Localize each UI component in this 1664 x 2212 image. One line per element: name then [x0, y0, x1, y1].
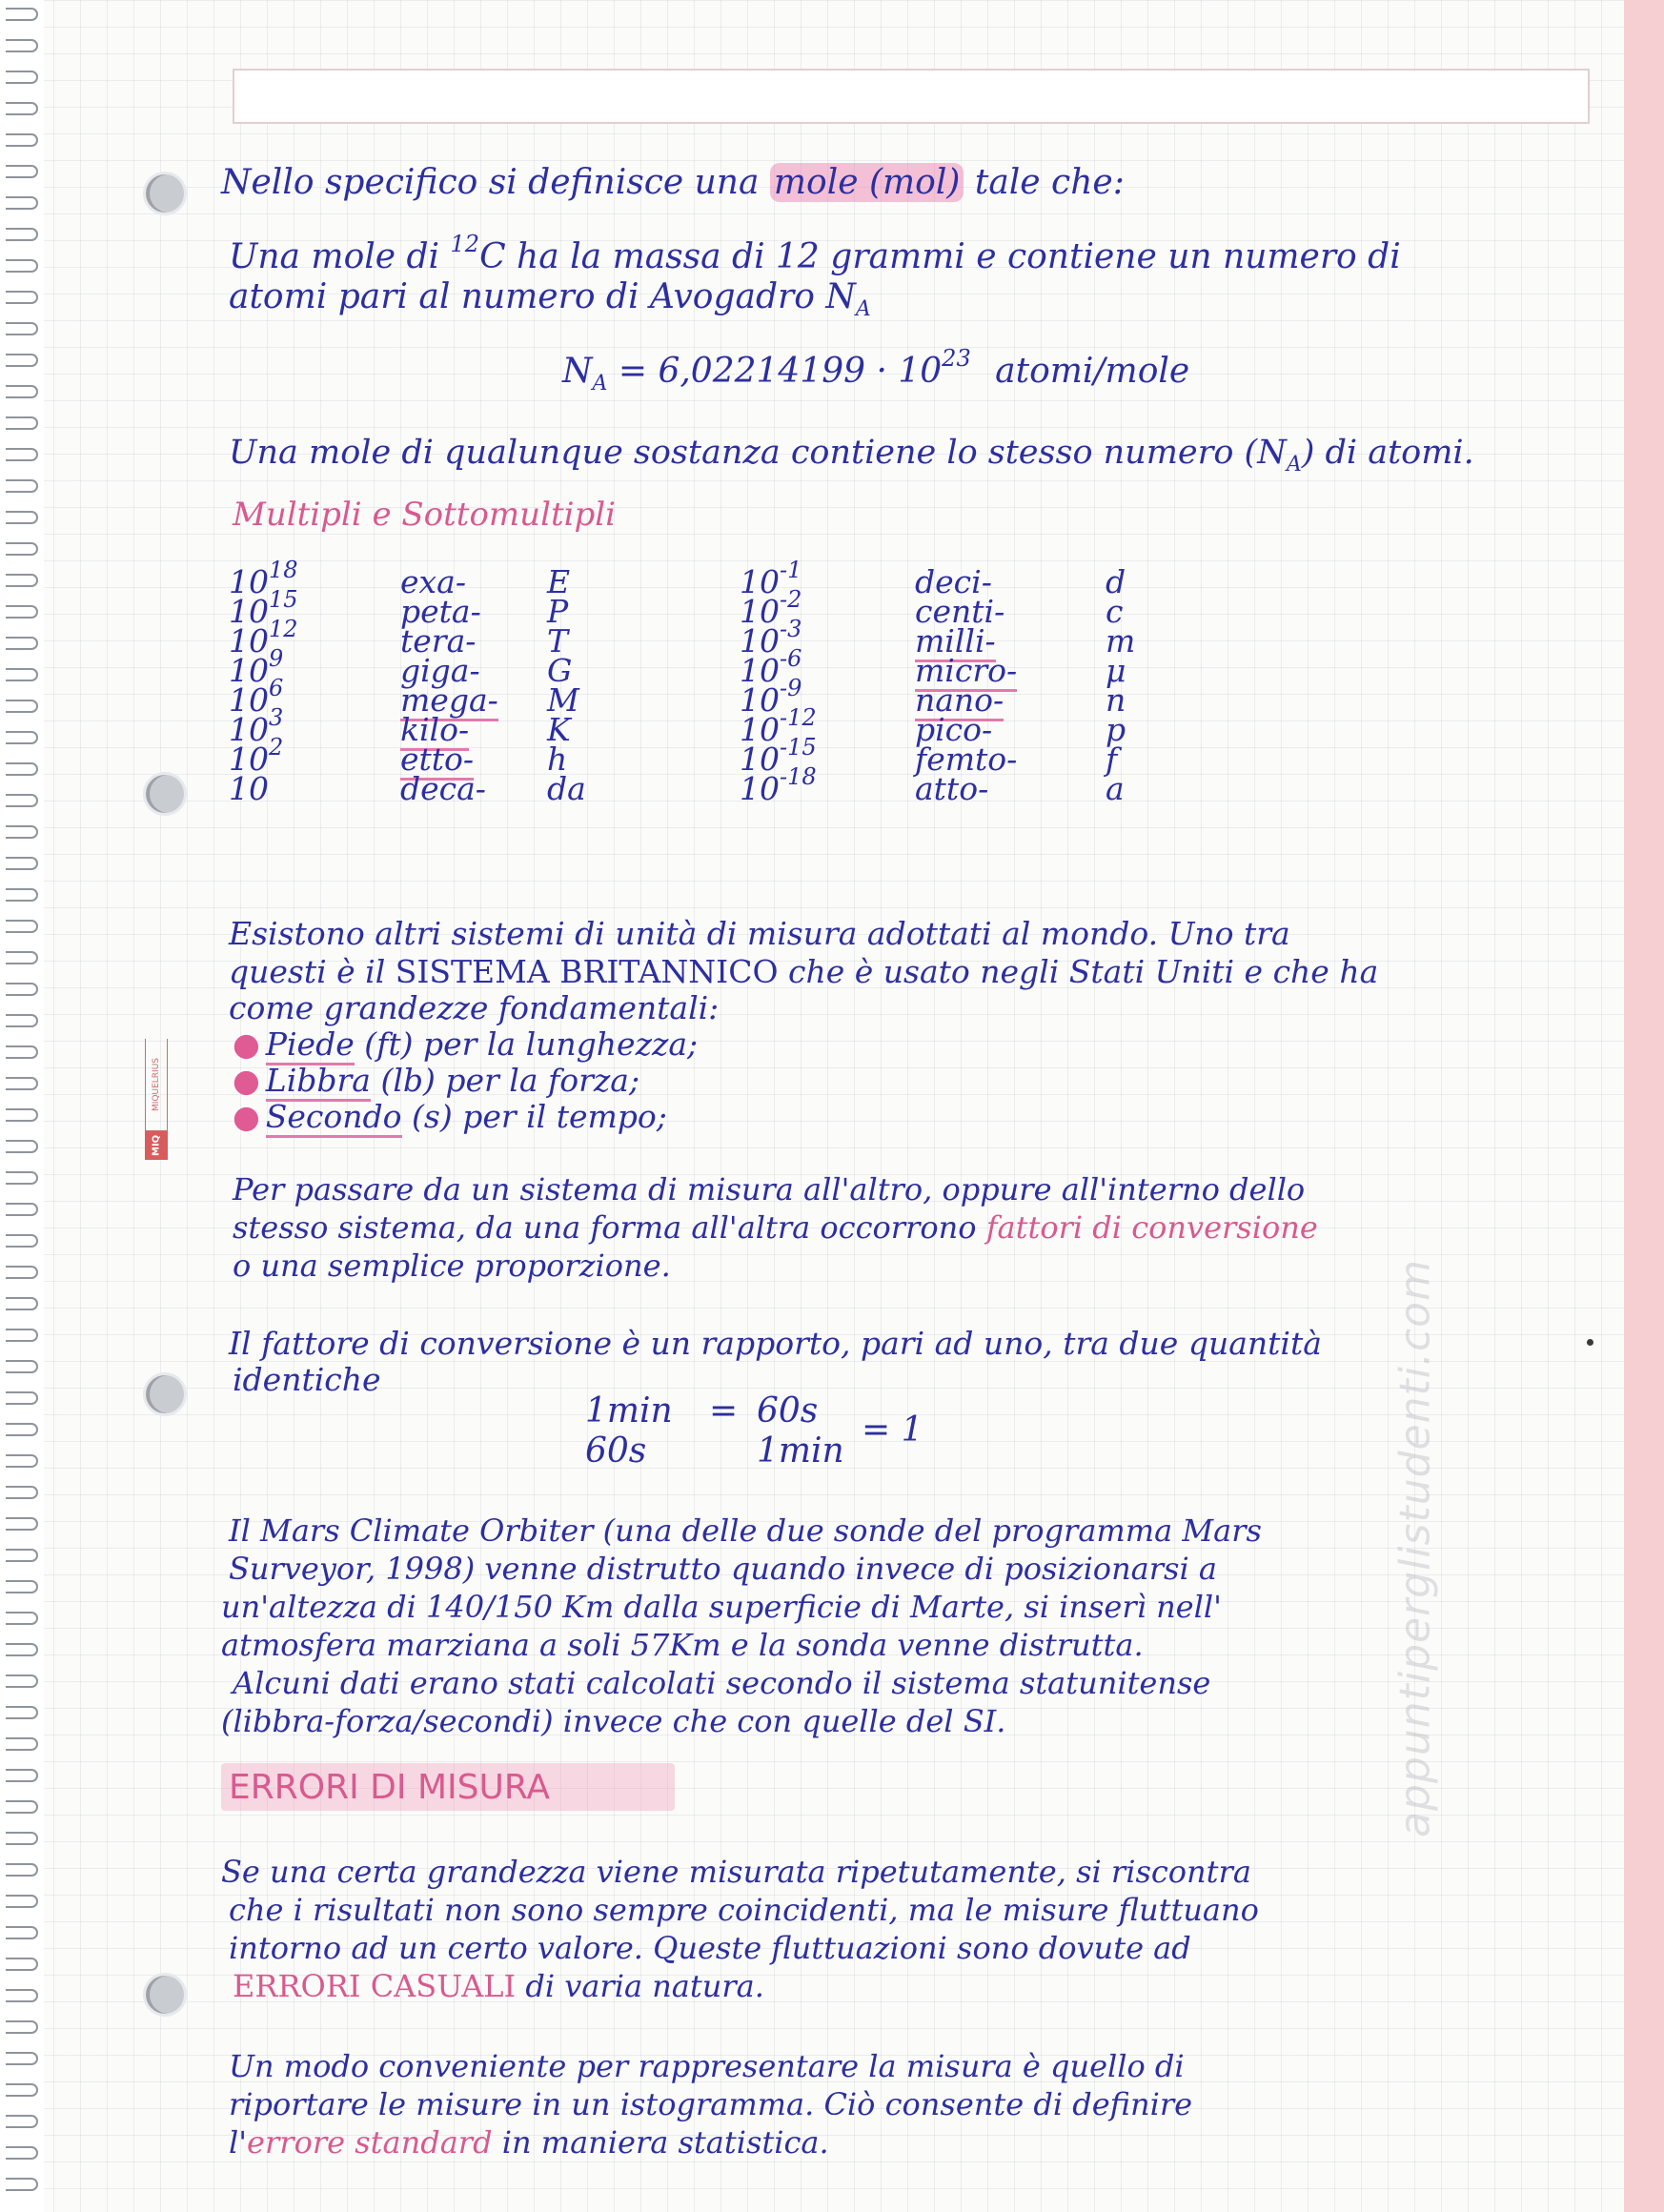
- spiral-coil: [6, 1737, 38, 1751]
- text: errore standard: [247, 2124, 493, 2161]
- prefix-symbol: h: [547, 741, 568, 778]
- text: = 1: [862, 1410, 923, 1450]
- binder-hole: [143, 772, 187, 816]
- prefix-symbol: m: [1106, 622, 1136, 660]
- text: 60s: [757, 1391, 819, 1431]
- mars-line-6: (libbra-forza/secondi) invece che con quelle del SI.: [221, 1703, 1006, 1739]
- mars-line-1: Il Mars Climate Orbiter (una delle due sonde del programma Mars: [229, 1512, 1262, 1549]
- spiral-coil: [6, 1863, 38, 1877]
- prefix-symbol: μ: [1106, 652, 1126, 689]
- spiral-coil: [6, 605, 38, 619]
- brand-logo: MIQ: [145, 1131, 168, 1160]
- spiral-coil: [6, 8, 38, 21]
- mars-line-2: Surveyor, 1998) venne distrutto quando invece di posizionarsi a: [229, 1551, 1217, 1587]
- power-base: 10: [740, 563, 780, 600]
- factor-line-2: identiche: [233, 1361, 381, 1398]
- power-exponent: -6: [780, 645, 802, 672]
- spiral-coil: [6, 2115, 38, 2128]
- page-right-margin: [1624, 0, 1664, 2212]
- errors-title: ERRORI DI MISURA: [229, 1768, 551, 1807]
- prefix-symbols-left: [547, 563, 586, 807]
- prefix-table-right: [740, 557, 817, 807]
- text: (lb) per la forza;: [380, 1062, 640, 1099]
- errors-line-2: che i risultati non sono sempre coincidenti, ma le misure fluttuano: [229, 1892, 1259, 1928]
- histogram-line-3: [229, 2123, 829, 2161]
- spiral-coil: [6, 1549, 38, 1562]
- text: = 6,02214199 · 10: [618, 352, 943, 391]
- spiral-coil: [6, 2052, 38, 2065]
- power-base: 10: [229, 563, 269, 600]
- spiral-coil: [6, 1926, 38, 1939]
- prefix-name-text: femto-: [915, 741, 1018, 778]
- spiral-coil: [6, 1895, 38, 1908]
- prefix-name-text: pico-: [915, 711, 993, 748]
- prefix-names-left: [400, 563, 498, 807]
- spiral-coil: [6, 762, 38, 776]
- spiral-coil: [6, 165, 38, 178]
- subscript: A: [855, 297, 871, 322]
- power-exponent: -18: [780, 763, 817, 790]
- subscript: A: [1286, 453, 1302, 477]
- spiral-coil: [6, 668, 38, 681]
- histogram-line-2: riportare le misure in un istogramma. Ciò consente di definire: [229, 2086, 1193, 2122]
- power-exponent: 18: [269, 557, 298, 583]
- spiral-coil: [6, 2083, 38, 2097]
- prefix-symbol: c: [1106, 593, 1124, 630]
- spiral-coil: [6, 1832, 38, 1845]
- text: Secondo: [266, 1098, 402, 1138]
- spiral-coil: [6, 1234, 38, 1248]
- superscript: 12: [450, 231, 480, 257]
- prefix-symbol: M: [547, 681, 579, 719]
- spiral-coil: [6, 196, 38, 210]
- prefix-symbol: f: [1106, 741, 1118, 778]
- prefix-name-text: peta-: [400, 593, 481, 630]
- spiral-coil: [6, 1329, 38, 1342]
- subscript: A: [592, 372, 608, 396]
- spiral-coil: [6, 1612, 38, 1625]
- spiral-coil: [6, 1297, 38, 1310]
- bullet-item: [233, 1025, 698, 1064]
- text: N: [562, 352, 593, 391]
- prefix-symbol: d: [1106, 563, 1126, 600]
- spiral-coil: [6, 1958, 38, 1971]
- bullet-icon: ●: [233, 1062, 260, 1099]
- power-exponent: 15: [269, 586, 298, 613]
- power-exponent: 12: [269, 616, 298, 642]
- avogadro-formula: [562, 345, 1190, 403]
- errors-line-1: Se una certa grandezza viene misurata ripetutamente, si riscontra: [221, 1854, 1251, 1890]
- conversion-fraction: [585, 1391, 966, 1487]
- mole-carbon-line: [229, 231, 1401, 276]
- power-exponent: -15: [780, 734, 817, 761]
- power-base: 10: [740, 652, 780, 689]
- british-line-1: Esistono altri sistemi di unità di misura adottati al mondo. Uno tra: [229, 915, 1290, 952]
- prefix-name-text: tera-: [400, 622, 477, 660]
- prefix-name-text: kilo-: [400, 711, 469, 751]
- spiral-coil: [6, 228, 38, 241]
- spiral-coil: [6, 511, 38, 524]
- prefix-name-text: exa-: [400, 563, 466, 600]
- prefix-name-text: deci-: [915, 563, 992, 600]
- text: (ft) per la lunghezza;: [364, 1025, 699, 1063]
- power-base: 10: [229, 652, 269, 689]
- text: stesso sistema, da una forma all'altra occorrono: [233, 1209, 977, 1246]
- power-base: 10: [740, 711, 780, 748]
- text: C ha la massa di 12 grammi e contiene un numero di: [479, 237, 1401, 276]
- spiral-coil: [6, 1989, 38, 2002]
- spiral-coil: [6, 637, 38, 650]
- prefix-name-text: etto-: [400, 741, 474, 781]
- power-base: 10: [229, 770, 269, 807]
- spiral-coil: [6, 1486, 38, 1499]
- spiral-coil: [6, 888, 38, 902]
- spiral-coil: [6, 1266, 38, 1279]
- text: ERRORI CASUALI: [233, 1968, 517, 2004]
- mars-line-4: atmosfera marziana a soli 57Km e la sonda venne distrutta.: [221, 1627, 1144, 1663]
- spiral-coil: [6, 1077, 38, 1090]
- spiral-coil: [6, 322, 38, 335]
- binder-hole: [143, 172, 187, 215]
- text: atomi/mole: [995, 352, 1190, 391]
- histogram-line-1: Un modo conveniente per rappresentare la misura è quello di: [229, 2048, 1185, 2084]
- mars-line-3: un'altezza di 140/150 Km dalla superficie di Marte, si inserì nell': [221, 1589, 1222, 1625]
- prefix-symbol: n: [1106, 681, 1126, 719]
- spiral-coil: [6, 542, 38, 556]
- text: di varia natura.: [525, 1968, 764, 2004]
- spiral-coil: [6, 385, 38, 398]
- spiral-coil: [6, 479, 38, 493]
- brand-text: MIQUELRIUS: [145, 1039, 168, 1131]
- power-base: 10: [740, 593, 780, 630]
- watermark: appuntiperglistudenti.com: [1390, 1259, 1440, 1838]
- errors-line-4: [233, 1967, 764, 2005]
- text: atomi pari al numero di Avogadro N: [229, 277, 856, 316]
- text: 1min: [585, 1391, 673, 1431]
- text: questi è il: [229, 953, 386, 990]
- power-base: 10: [740, 770, 780, 807]
- binder-hole: [143, 1973, 187, 2017]
- mars-line-5: Alcuni dati erano stati calcolati secondo il sistema statunitense: [233, 1665, 1211, 1701]
- spiral-coil: [6, 1203, 38, 1216]
- spiral-coil: [6, 983, 38, 996]
- header-box: [233, 69, 1590, 124]
- binder-hole: [143, 1372, 187, 1416]
- prefix-name-text: atto-: [915, 770, 989, 807]
- multiples-title: Multipli e Sottomultipli: [233, 496, 616, 534]
- spiral-coil: [6, 2178, 38, 2191]
- spiral-coil: [6, 133, 38, 147]
- avogadro-line: [229, 278, 871, 329]
- power-exponent: 3: [269, 704, 284, 731]
- spiral-coil: [6, 354, 38, 367]
- prefix-symbol: T: [547, 622, 569, 660]
- conversion-line-3: o una semplice proporzione.: [233, 1248, 671, 1284]
- power-base: 10: [229, 622, 269, 660]
- prefix-symbol: G: [547, 652, 573, 689]
- power-exponent: -2: [780, 586, 802, 613]
- spiral-coil: [6, 1360, 38, 1373]
- prefix-symbol: p: [1106, 711, 1126, 748]
- mole-definition-line: [221, 164, 1125, 202]
- spiral-coil: [6, 1014, 38, 1027]
- prefix-name-text: centi-: [915, 593, 1005, 630]
- highlighted-term: mole (mol): [770, 163, 964, 202]
- conversion-line-2: [233, 1208, 1318, 1247]
- superscript: 23: [942, 345, 971, 372]
- text: =: [709, 1391, 739, 1431]
- prefix-symbol: E: [547, 563, 571, 600]
- spiral-coil: [6, 1140, 38, 1153]
- text: (s) per il tempo;: [412, 1098, 667, 1135]
- spiral-coil: [6, 1045, 38, 1059]
- spiral-coil: [6, 731, 38, 744]
- spiral-coil: [6, 1643, 38, 1656]
- text: SISTEMA BRITANNICO: [395, 953, 779, 990]
- text: 1min: [757, 1431, 844, 1471]
- text: Nello specifico si definisce una: [221, 163, 760, 202]
- spiral-coil: [6, 259, 38, 273]
- spiral-coil: [6, 1423, 38, 1436]
- spiral-coil: [6, 71, 38, 84]
- power-base: 10: [740, 622, 780, 660]
- spiral-coil: [6, 1706, 38, 1719]
- spiral-coil: [6, 1800, 38, 1814]
- british-line-3: come grandezze fondamentali:: [229, 989, 720, 1026]
- conversion-line-1: Per passare da un sistema di misura all'altro, oppure all'interno dello: [233, 1171, 1306, 1207]
- british-line-2: [229, 953, 1378, 991]
- ink-dot: [1587, 1339, 1593, 1346]
- bullet-item: [233, 1098, 667, 1136]
- spiral-coil: [6, 2020, 38, 2034]
- spiral-coil: [6, 1391, 38, 1405]
- spiral-coil: [6, 448, 38, 461]
- spiral-coil: [6, 2146, 38, 2160]
- text: 60s: [585, 1431, 647, 1471]
- spiral-coil: [6, 794, 38, 807]
- text: ) di atomi.: [1301, 434, 1474, 472]
- prefix-symbol: a: [1106, 770, 1125, 807]
- prefix-symbol: da: [547, 770, 586, 807]
- prefix-symbol: K: [547, 711, 571, 748]
- power-exponent: -1: [780, 557, 802, 583]
- power-exponent: 6: [269, 675, 284, 701]
- prefix-name-text: micro-: [915, 652, 1017, 692]
- prefix-name-text: nano-: [915, 681, 1004, 721]
- power-exponent: -3: [780, 616, 802, 642]
- text: Una mole di: [229, 237, 440, 276]
- prefix-name-text: milli-: [915, 622, 996, 662]
- bullet-icon: ●: [233, 1098, 260, 1135]
- spiral-coil: [6, 920, 38, 933]
- spiral-coil: [6, 1517, 38, 1531]
- spiral-coil: [6, 291, 38, 304]
- spiral-coil: [6, 857, 38, 870]
- spiral-binding: [0, 0, 44, 2212]
- spiral-coil: [6, 951, 38, 964]
- spiral-coil: [6, 1674, 38, 1688]
- power-base: 10: [740, 681, 780, 719]
- prefix-name: [400, 770, 498, 807]
- bullet-icon: ●: [233, 1025, 260, 1063]
- text: che è usato negli Stati Uniti e che ha: [788, 953, 1379, 990]
- power-base: 10: [740, 741, 780, 778]
- prefix-name-text: giga-: [400, 652, 480, 689]
- power-base: 10: [229, 711, 269, 748]
- prefix-symbol: P: [547, 593, 569, 630]
- bullet-item: [233, 1062, 639, 1100]
- brand-mark: [143, 1039, 170, 1163]
- spiral-coil: [6, 416, 38, 430]
- spiral-coil: [6, 700, 38, 713]
- spiral-coil: [6, 1454, 38, 1468]
- power-exponent: 9: [269, 645, 284, 672]
- prefix-table-left: [229, 557, 298, 807]
- power-base: 10: [229, 593, 269, 630]
- text: fattori di conversione: [985, 1209, 1318, 1246]
- spiral-coil: [6, 574, 38, 587]
- prefix-name-text: mega-: [400, 681, 498, 721]
- text: tale che:: [974, 163, 1125, 202]
- text: Libbra: [266, 1062, 371, 1102]
- power-exponent: -9: [780, 675, 802, 701]
- prefix-power: [740, 763, 817, 807]
- spiral-coil: [6, 1769, 38, 1782]
- spiral-coil: [6, 39, 38, 52]
- power-base: 10: [229, 741, 269, 778]
- text: Piede: [266, 1025, 355, 1065]
- power-base: 10: [229, 681, 269, 719]
- spiral-coil: [6, 1580, 38, 1593]
- text: Una mole di qualunque sostanza contiene lo stesso numero (N: [229, 434, 1287, 472]
- prefix-names-right: [915, 563, 1018, 807]
- errors-line-3: intorno ad un certo valore. Queste fluttuazioni sono dovute ad: [229, 1930, 1191, 1966]
- text: in maniera statistica.: [501, 2124, 829, 2161]
- spiral-coil: [6, 1171, 38, 1185]
- power-exponent: -12: [780, 704, 817, 731]
- spiral-coil: [6, 1108, 38, 1122]
- factor-line-1: Il fattore di conversione è un rapporto, pari ad uno, tra due quantità: [229, 1325, 1322, 1362]
- prefix-name-text: deca-: [400, 770, 486, 807]
- spiral-coil: [6, 102, 38, 115]
- spiral-coil: [6, 825, 38, 839]
- prefix-symbols-right: [1106, 563, 1136, 807]
- same-number-line: [229, 434, 1474, 484]
- prefix-name: [915, 770, 1017, 807]
- power-exponent: 2: [269, 734, 284, 761]
- text: l': [229, 2124, 248, 2161]
- prefix-power: [229, 770, 298, 807]
